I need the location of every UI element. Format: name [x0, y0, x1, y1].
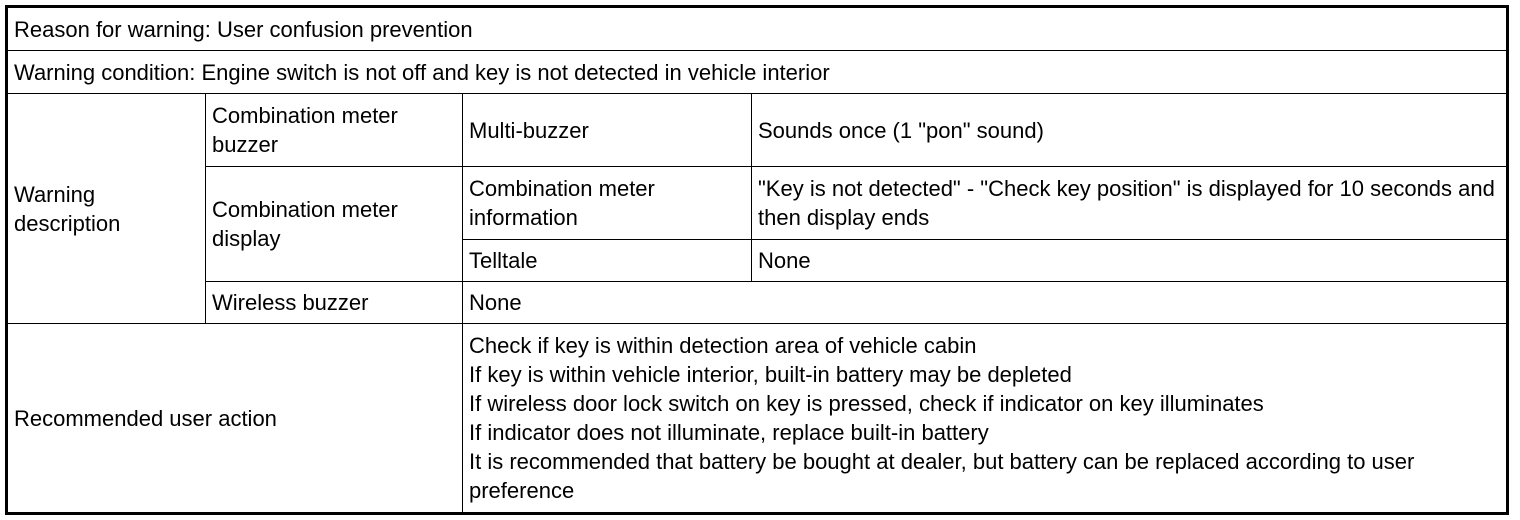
wireless-buzzer-label: Wireless buzzer [206, 282, 463, 324]
combination-meter-display-label: Combination meter display [206, 167, 463, 282]
warning-condition-cell: Warning condition: Engine switch is not off and key is not detected in vehicle interior [7, 51, 1508, 94]
recommended-action-line: If indicator does not illuminate, replace built-in battery [469, 420, 989, 445]
warning-spec-table [5, 5, 1509, 515]
warning-description-label: Warning description [7, 94, 206, 324]
telltale-label: Telltale [463, 240, 752, 282]
multi-buzzer-value: Sounds once (1 "pon" sound) [752, 94, 1508, 167]
recommended-user-action-list [463, 324, 1508, 514]
recommended-action-line: Check if key is within detection area of vehicle cabin [469, 333, 977, 358]
reason-for-warning-cell: Reason for warning: User confusion prevention [7, 7, 1508, 51]
combination-meter-information-label: Combination meter information [463, 167, 752, 240]
combination-meter-information-value: "Key is not detected" - "Check key position" is displayed for 10 seconds and then display ends [752, 167, 1508, 240]
table-row-reason [7, 7, 1508, 51]
table-row-condition [7, 51, 1508, 94]
table-row-recommended-action [7, 324, 1508, 514]
recommended-action-line: It is recommended that battery be bought at dealer, but battery can be replaced according to user preference [469, 449, 1415, 503]
recommended-action-line: If wireless door lock switch on key is pressed, check if indicator on key illuminates [469, 391, 1264, 416]
multi-buzzer-label: Multi-buzzer [463, 94, 752, 167]
telltale-value: None [752, 240, 1508, 282]
table-row-wireless-buzzer [7, 282, 1508, 324]
table-row-display-information [7, 167, 1508, 240]
table-row-buzzer [7, 94, 1508, 167]
recommended-user-action-label: Recommended user action [7, 324, 463, 514]
wireless-buzzer-value: None [463, 282, 1508, 324]
recommended-action-line: If key is within vehicle interior, built-in battery may be depleted [469, 362, 1072, 387]
combination-meter-buzzer-label: Combination meter buzzer [206, 94, 463, 167]
